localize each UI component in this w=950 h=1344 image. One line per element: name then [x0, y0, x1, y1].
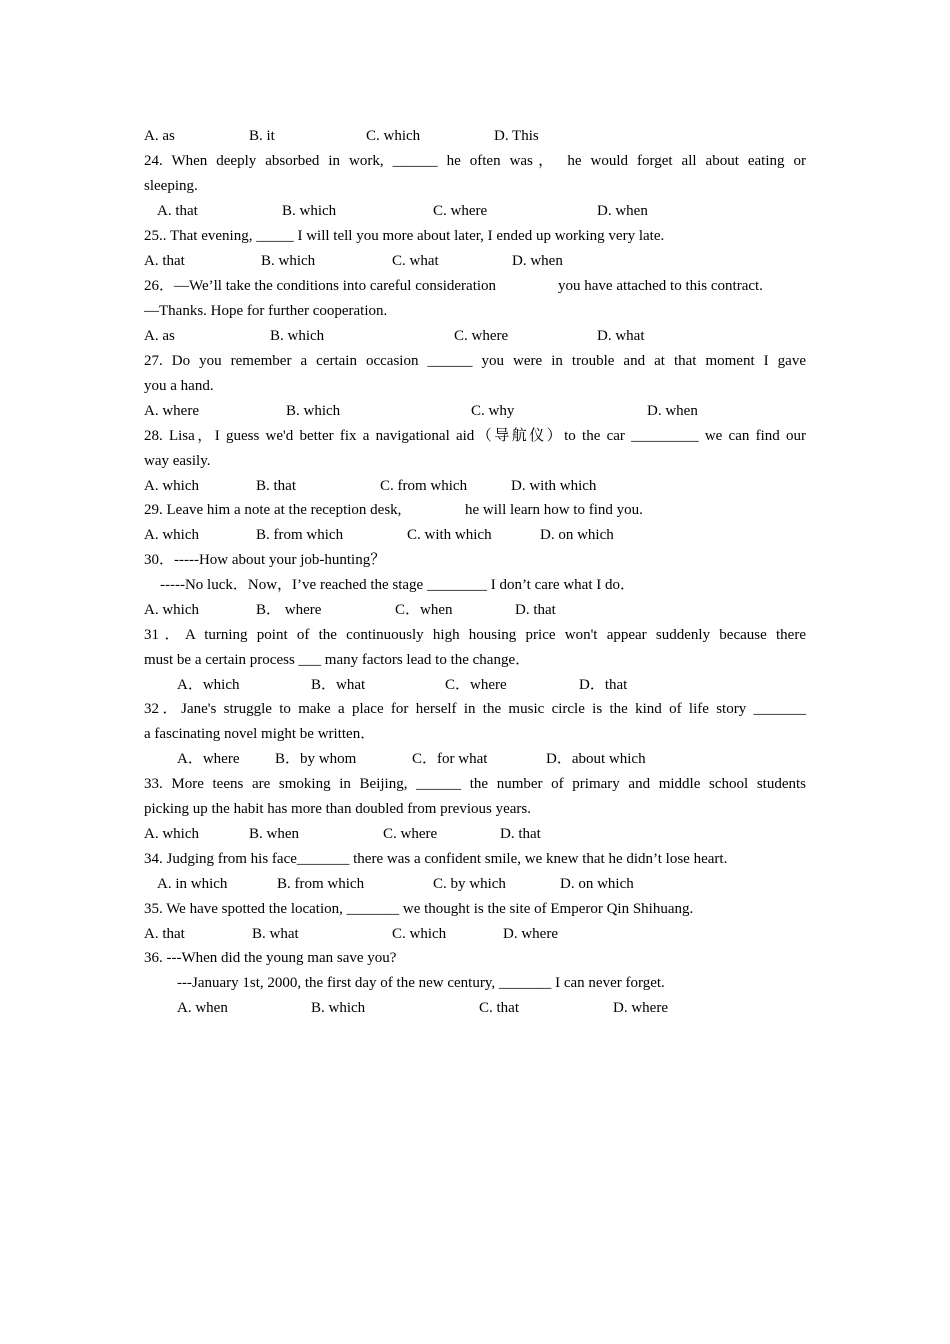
q25-options [0, 251, 950, 271]
q29-stem-part1: 29. Leave him a note at the reception desk, [144, 502, 402, 518]
q32-options [0, 749, 950, 769]
option-a: A. that [144, 926, 185, 942]
option-a: A. which [144, 478, 199, 494]
option-c: C. from which [380, 478, 468, 494]
option-c: C．when [395, 602, 453, 618]
q26-stem-part2: you have attached to this contract. [558, 278, 763, 294]
q26-stem-line2: —Thanks. Hope for further cooperation. [144, 303, 388, 319]
q36-options [0, 998, 950, 1018]
option-b: B. what [252, 926, 299, 942]
option-d: D. when [597, 203, 648, 219]
option-d: D. with which [511, 478, 597, 494]
option-a: A. that [157, 203, 198, 219]
option-d: D. what [597, 328, 645, 344]
option-c: C. where [433, 203, 488, 219]
option-a: A. when [177, 1000, 228, 1016]
option-b: B. which [286, 403, 341, 419]
q29-stem [0, 500, 950, 520]
option-a: A. where [144, 403, 199, 419]
q30-options [0, 600, 950, 620]
q28-stem-line2: way easily. [144, 453, 211, 469]
q29-options [0, 525, 950, 545]
q26-stem-line1 [0, 276, 950, 296]
option-d: D. This [494, 128, 539, 144]
option-a: A. in which [157, 876, 228, 892]
option-d: D. where [503, 926, 558, 942]
q28-stem-line1: 28. Lisa，I guess we'd better fix a navigational aid（导航仪）to the car _________ we can find our [144, 428, 806, 444]
option-b: B. it [249, 128, 275, 144]
q30-stem-line1: 30．-----How about your job-hunting？ [144, 552, 386, 568]
option-c: C. why [471, 403, 515, 419]
q24-options [0, 201, 950, 221]
option-b: B. when [249, 826, 299, 842]
option-b: B. that [256, 478, 296, 494]
option-b: B. from which [256, 527, 344, 543]
option-d: D．that [579, 677, 628, 693]
option-c: C. that [479, 1000, 519, 1016]
option-c: C. with which [407, 527, 492, 543]
option-b: B. from which [277, 876, 365, 892]
option-c: C. which [392, 926, 447, 942]
option-c: C. which [366, 128, 421, 144]
option-c: C. what [392, 253, 439, 269]
q26-stem-part1: 26．—We’ll take the conditions into careful consideration [144, 278, 497, 294]
option-b: B．what [311, 677, 366, 693]
option-a: A. that [144, 253, 185, 269]
q33-stem-line1: 33. More teens are smoking in Beijing, ______ the number of primary and middle school students [144, 776, 806, 792]
option-d: D. on which [560, 876, 634, 892]
option-a: A. which [144, 602, 199, 618]
q29-stem-part2: he will learn how to find you. [465, 502, 643, 518]
option-d: D. when [512, 253, 563, 269]
option-d: D. that [515, 602, 556, 618]
q28-options [0, 476, 950, 496]
option-a: A．where [177, 751, 240, 767]
option-a: A. which [144, 826, 199, 842]
q34-options [0, 874, 950, 894]
option-b: B．by whom [275, 751, 357, 767]
option-d: D. when [647, 403, 698, 419]
q34-stem: 34. Judging from his face_______ there was a confident smile, we knew that he didn’t lose heart. [144, 851, 728, 867]
q31-stem-line2: must be a certain process ___ many factors lead to the change． [144, 652, 531, 668]
q26-options [0, 326, 950, 346]
q25-stem: 25.. That evening, _____ I will tell you more about later, I ended up working very late. [144, 228, 665, 244]
option-d: D. that [500, 826, 541, 842]
q36-stem-line2: ---January 1st, 2000, the first day of the new century, _______ I can never forget. [177, 975, 665, 991]
q30-stem-line2: -----No luck．Now，I’ve reached the stage ________ I don’t care what I do． [160, 577, 635, 593]
q35-stem: 35. We have spotted the location, _______ we thought is the site of Emperor Qin Shihuang. [144, 901, 694, 917]
q33-options [0, 824, 950, 844]
option-c: C．for what [412, 751, 488, 767]
q31-options [0, 675, 950, 695]
option-a: A. as [144, 328, 175, 344]
option-b: B. which [261, 253, 316, 269]
option-b: B. which [282, 203, 337, 219]
q27-options [0, 401, 950, 421]
q32-stem-line2: a fascinating novel might be written． [144, 726, 376, 742]
option-d: D．about which [546, 751, 646, 767]
option-b: B. which [270, 328, 325, 344]
q35-options [0, 924, 950, 944]
option-c: C. by which [433, 876, 506, 892]
q24-stem-line2: sleeping. [144, 178, 198, 194]
option-a: A. as [144, 128, 175, 144]
option-a: A．which [177, 677, 240, 693]
q24-stem-line1: 24. When deeply absorbed in work, ______ he often was， he would forget all about eating or [144, 153, 806, 169]
option-a: A. which [144, 527, 199, 543]
q31-stem-line1: 31．A turning point of the continuously high housing price won't appear suddenly because there [144, 627, 806, 643]
option-b: B. which [311, 1000, 366, 1016]
option-b: B． where [256, 602, 322, 618]
q36-stem-line1: 36. ---When did the young man save you? [144, 950, 397, 966]
option-c: C．where [445, 677, 507, 693]
q32-stem-line1: 32．Jane's struggle to make a place for herself in the music circle is the kind of life story _______ [144, 701, 806, 717]
option-c: C. where [383, 826, 438, 842]
q23-options [0, 126, 950, 146]
q27-stem-line1: 27. Do you remember a certain occasion ______ you were in trouble and at that moment I gave [144, 353, 806, 369]
option-d: D. on which [540, 527, 614, 543]
q33-stem-line2: picking up the habit has more than doubled from previous years. [144, 801, 531, 817]
q27-stem-line2: you a hand. [144, 378, 214, 394]
option-d: D. where [613, 1000, 668, 1016]
option-c: C. where [454, 328, 509, 344]
